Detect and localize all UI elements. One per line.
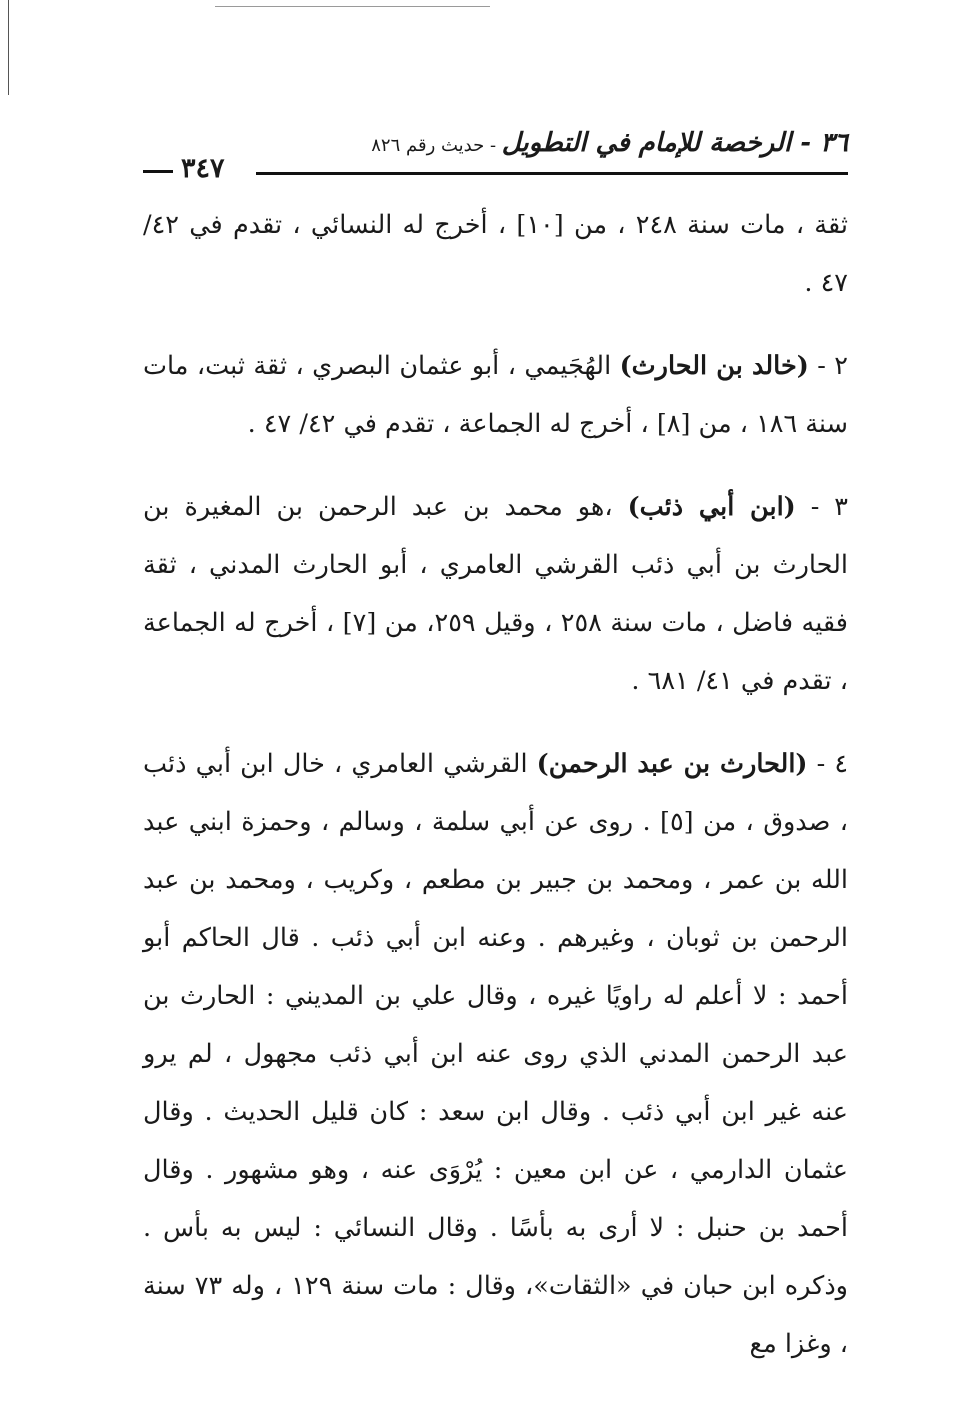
header-rule (256, 172, 848, 175)
paragraph-4-text: القرشي العامري ، خال ابن أبي ذئب ، صدوق ، من [٥] . روى عن أبي سلمة ، وسالم ، وحمزة ابني عبد الله بن عمر ، ومحمد بن جبير بن مطعم ، وكريب ، ومحمد بن عبد الرحمن بن ثوبان ، وغيرهم . وعنه ابن أبي ذئب . قال الحاكم أبو أحمد : لا أعلم له راويًا غيره ، وقال علي بن المديني : الحارث بن عبد الرحمن المدني الذي روى عنه ابن أبي ذئب مجهول ، لم يرو عنه غير ابن أبي ذئب . وقال ابن سعد : كان قليل الحديث . وقال عثمان الدارمي ، عن ابن معين : يُرْوَى عنه ، وهو مشهور . وقال أحمد بن حنبل : لا أرى به بأسًا . وقال النسائي : ليس به بأس . وذكره ابن حبان في «الثقات»، وقال : مات سنة ١٢٩ ، وله ٧٣ سنة ، وغزا مع (143, 749, 848, 1359)
paragraph-2-text: الهُجَيمي ، أبو عثمان البصري ، ثقة ثبت، مات سنة ١٨٦ ، من [٨] ، أخرج له الجماعة ، تقدم في ٤٢/ ٤٧ . (143, 351, 848, 439)
paragraph-4 (143, 735, 848, 1373)
paragraph-4-number: ٤ - (807, 749, 849, 779)
paragraph-2-narrator-name: (خالد بن الحارث) (619, 351, 809, 381)
paragraph-1 (143, 196, 848, 312)
paragraph-3 (143, 478, 848, 710)
page-number: ٣٤٧ (181, 153, 225, 184)
paragraph-2 (143, 337, 848, 453)
paragraph-3-number: ٣ - (795, 492, 848, 522)
paragraph-3-text: ،هو محمد بن عبد الرحمن بن المغيرة بن الحارث بن أبي ذئب القرشي العامري ، أبو الحارث المدني ، ثقة فقيه فاضل ، مات سنة ٢٥٨ ، وقيل ٢٥٩، من [٧] ، أخرج له الجماعة ، تقدم في ٤١/ ٦٨١ . (143, 492, 848, 696)
hadith-reference: - حديث رقم ٨٢٦ (371, 135, 502, 156)
page-header (143, 128, 848, 188)
page-body (143, 196, 848, 1398)
chapter-title: ٣٦ - الرخصة للإمام في التطويل (501, 128, 848, 158)
paragraph-2-number: ٢ - (808, 351, 848, 381)
paragraph-1-text: ثقة ، مات سنة ٢٤٨ ، من [١٠] ، أخرج له النسائي ، تقدم في ٤٢/ ٤٧ . (143, 210, 848, 298)
paragraph-3-narrator-name: (ابن أبي ذئب) (627, 492, 796, 522)
scan-top-line (215, 6, 490, 7)
page-number-dash (143, 170, 173, 173)
scan-left-edge (8, 0, 9, 95)
paragraph-4-narrator-name: (الحارث بن عبد الرحمن) (536, 749, 808, 779)
running-title (371, 128, 848, 158)
